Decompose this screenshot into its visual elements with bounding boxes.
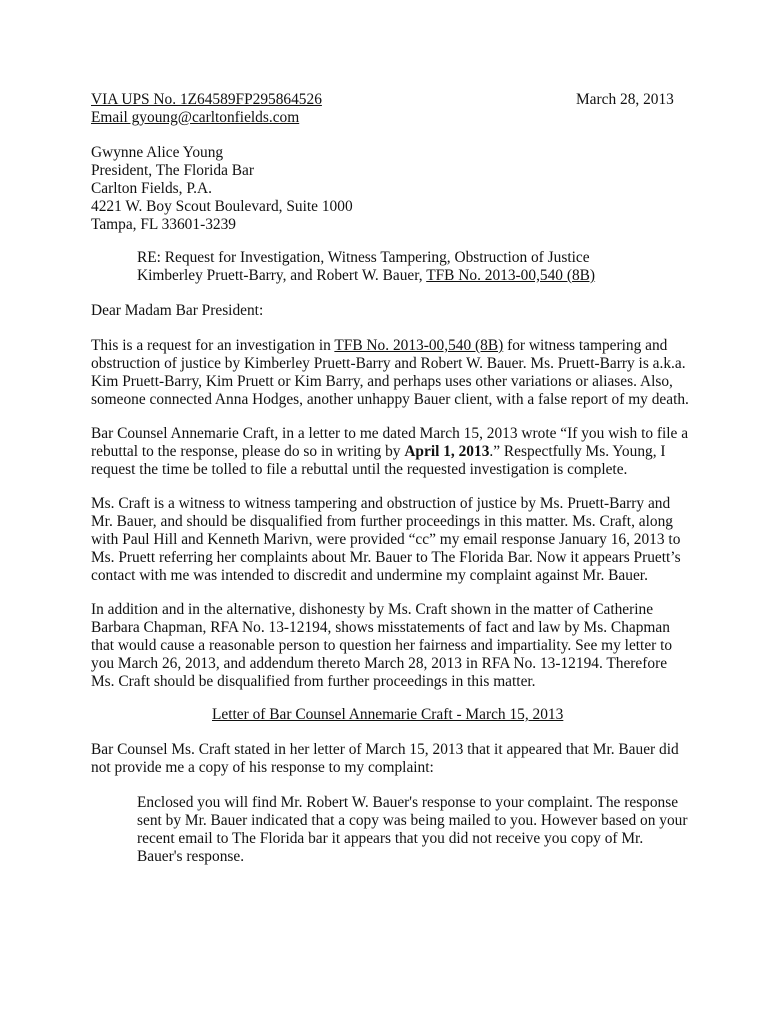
p2-line-2 [91, 443, 691, 461]
quote-line-4: Bauer's response. [137, 848, 245, 865]
re-tfb-number: TFB No. 2013-00,540 (8B) [426, 267, 596, 284]
recipient-firm: Carlton Fields, P.A. [91, 180, 212, 197]
re-block [137, 249, 737, 285]
block-quote [137, 794, 697, 866]
p1-line-2: obstruction of justice by Kimberley Pruett-Barry and Robert W. Bauer. Ms. Pruett-Barry is a.k.a. [91, 355, 686, 372]
recipient-street: 4221 W. Boy Scout Boulevard, Suite 1000 [91, 198, 353, 215]
p4-line-5: Ms. Craft should be disqualified from further proceedings in this matter. [91, 673, 536, 690]
p2-line-2-a: rebuttal to the response, please do so in writing by [91, 443, 405, 460]
p3-line-5: contact with me was intended to discredit and undermine my complaint against Mr. Bauer. [91, 567, 648, 584]
p4-line-4: you March 26, 2013, and addendum thereto March 28, 2013 in RFA No. 13-12194. Therefore [91, 655, 668, 672]
quote-line-3: recent email to The Florida bar it appears that you did not receive you copy of Mr. [137, 830, 644, 847]
quote-line-1: Enclosed you will find Mr. Robert W. Bauer's response to your complaint. The response [137, 794, 679, 811]
p1-line-3: Kim Pruett-Barry, Kim Pruett or Kim Barry, and perhaps uses other variations or aliases. Also, [91, 373, 673, 390]
paragraph-2 [91, 425, 691, 479]
section-heading: Letter of Bar Counsel Annemarie Craft - March 15, 2013 [212, 706, 564, 723]
paragraph-4 [91, 601, 691, 691]
p4-line-3: that would cause a reasonable person to question her fairness and impartiality. See my letter to [91, 637, 673, 654]
recipient-name: Gwynne Alice Young [91, 144, 224, 161]
paragraph-3 [91, 495, 691, 585]
p5-line-1: Bar Counsel Ms. Craft stated in her letter of March 15, 2013 that it appeared that Mr. Bauer did [91, 741, 679, 758]
quote-line-2: sent by Mr. Bauer indicated that a copy was being mailed to you. However based on your [137, 812, 688, 829]
p4-line-1: In addition and in the alternative, dishonesty by Ms. Craft shown in the matter of Catherine [91, 601, 654, 618]
p4-line-2: Barbara Chapman, RFA No. 13-12194, shows misstatements of fact and law by Ms. Chapman [91, 619, 670, 636]
p3-line-3: with Paul Hill and Kenneth Marivn, were provided “cc” my email response January 16, 2013 to [91, 531, 681, 548]
salutation: Dear Madam Bar President: [91, 302, 264, 319]
p1-line-1-a: This is a request for an investigation in [91, 337, 335, 354]
p5-line-2: not provide me a copy of his response to my complaint: [91, 759, 434, 776]
email-line: Email gyoung@carltonfields.com [91, 109, 300, 126]
re-line-2-text: Kimberley Pruett-Barry, and Robert W. Bauer, [137, 267, 427, 284]
re-line-1: RE: Request for Investigation, Witness Tampering, Obstruction of Justice [137, 249, 590, 266]
p2-deadline: April 1, 2013 [404, 443, 490, 460]
via-ups-line: VIA UPS No. 1Z64589FP295864526 [91, 91, 322, 108]
p2-line-3: request the time be tolled to file a rebuttal until the requested investigation is complete. [91, 461, 628, 478]
paragraph-1 [91, 337, 691, 409]
p1-tfb-number: TFB No. 2013-00,540 (8B) [334, 337, 504, 354]
p2-line-2-b: .” Respectfully Ms. Young, I [489, 443, 666, 460]
p1-line-1 [91, 337, 691, 355]
re-line-2 [137, 267, 737, 285]
p3-line-4: Ms. Pruett referring her complaints about Mr. Bauer to The Florida Bar. Now it appears Pruett’s [91, 549, 681, 566]
p2-line-1: Bar Counsel Annemarie Craft, in a letter to me dated March 15, 2013 wrote “If you wish to file a [91, 425, 689, 442]
p3-line-1: Ms. Craft is a witness to witness tampering and obstruction of justice by Ms. Pruett-Barry and [91, 495, 671, 512]
recipient-title: President, The Florida Bar [91, 162, 254, 179]
letter-date: March 28, 2013 [576, 91, 674, 108]
recipient-city: Tampa, FL 33601-3239 [91, 216, 236, 233]
p3-line-2: Mr. Bauer, and should be disqualified from further proceedings in this matter. Ms. Craft, along [91, 513, 673, 530]
recipient-address [91, 144, 691, 234]
p1-line-1-b: for witness tampering and [503, 337, 668, 354]
paragraph-5 [91, 741, 691, 777]
p1-line-4: someone connected Anna Hodges, another unhappy Bauer client, with a false report of my death. [91, 391, 689, 408]
